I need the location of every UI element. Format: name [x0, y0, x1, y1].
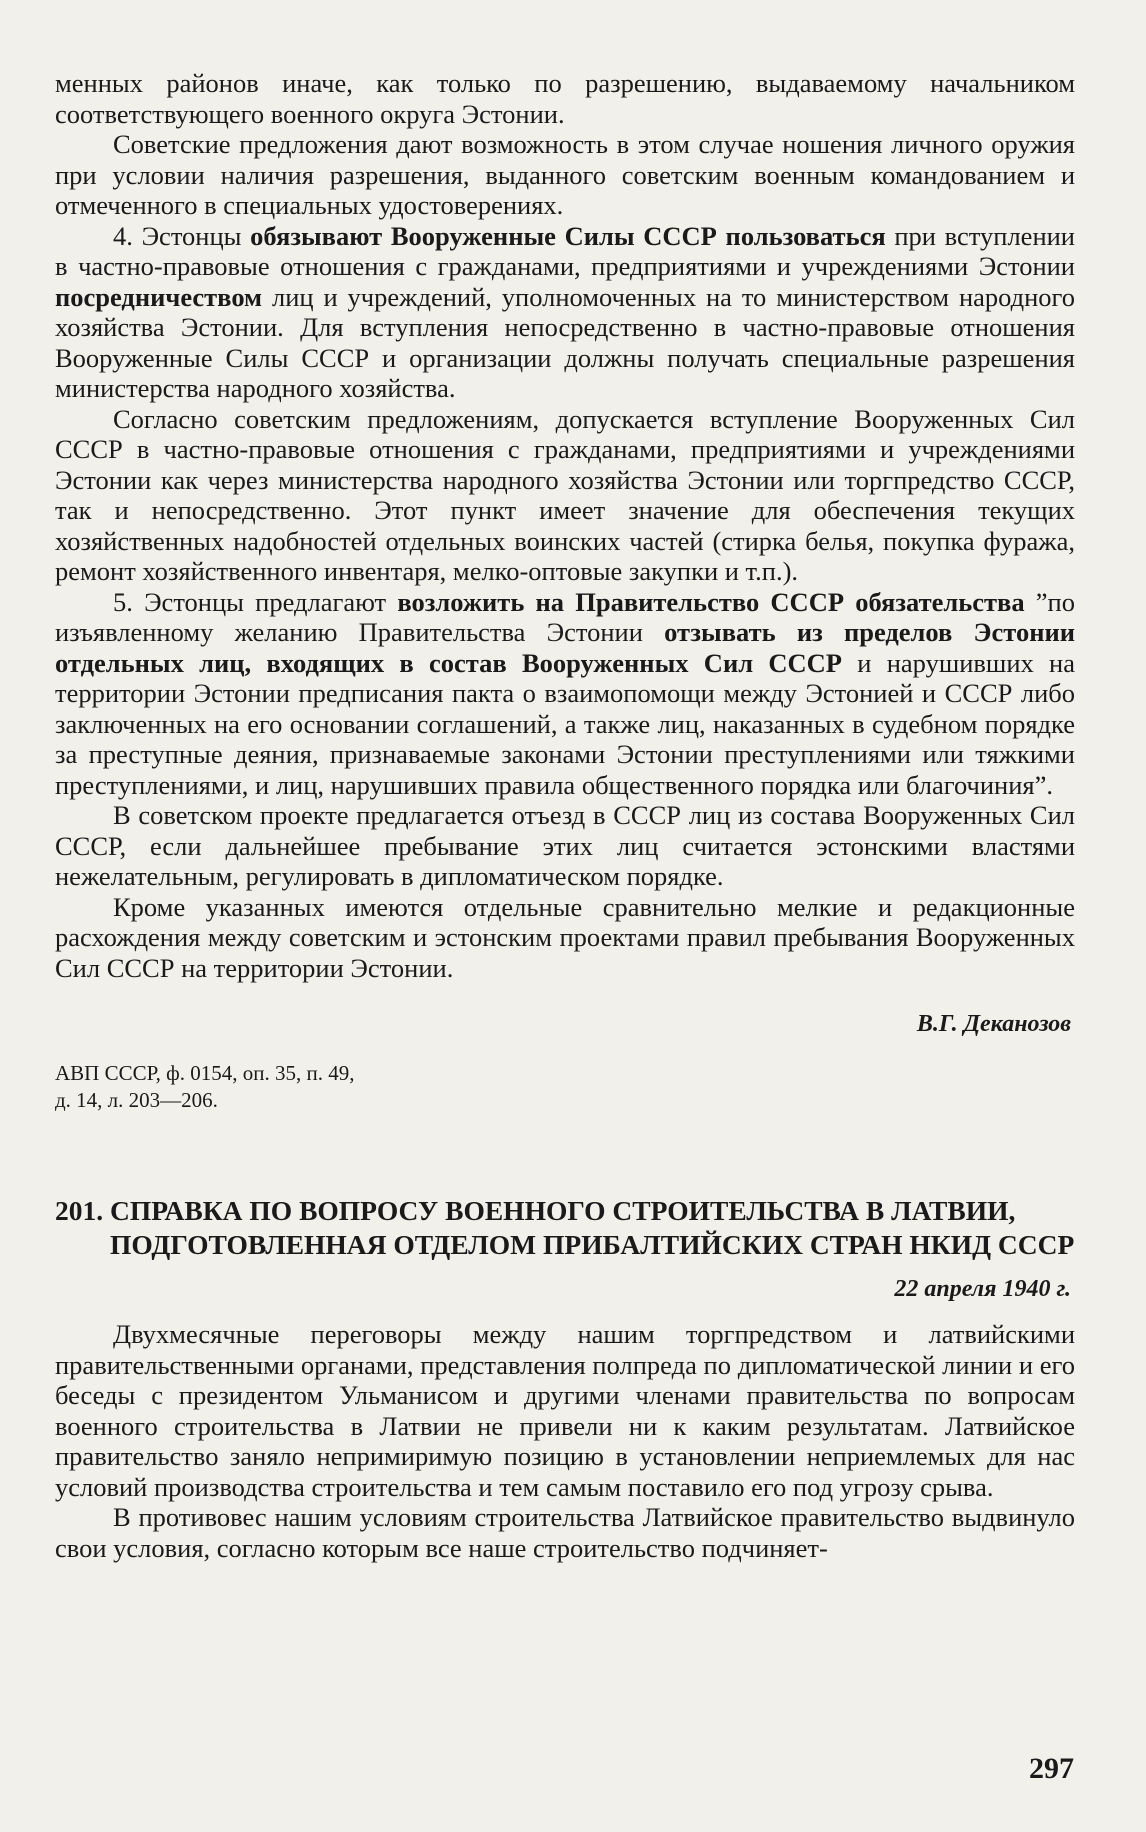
archive-source-line-2: д. 14, л. 203—206.	[55, 1088, 218, 1112]
paragraph-item-4-soviet: Согласно советским предложениям, допускается вступление Вооруженных Сил СССР в частно-правовые отношения с гражданами, предприятиями и учреждениями Эстонии как через министерства народного хозяйства Эстонии или торгпредство СССР, так и непосредственно. Этот пункт имеет значение для обеспечения текущих хозяйственных надобностей отдельных воинских частей (стирка белья, покупка фуража, ремонт хозяйственного инвентаря, мелко-оптовые закупки и т.п.).	[55, 403, 1075, 586]
paragraph-other-differences: Кроме указанных имеются отдельные сравнительно мелкие и редакционные расхождения между советским и эстонским проектами правил пребывания Вооруженных Сил СССР на территории Эстонии.	[55, 891, 1075, 983]
paragraph-negotiations: Двухмесячные переговоры между нашим торгпредством и латвийскими правительственными органами, представления полпреда по дипломатической линии и его беседы с президентом Ульманисом и другими членами правительства по вопросам военного строительства в Латвии не привели ни к каким результатам. Латвийское правительство заняло непримиримую позицию в установлении неприемлемых для нас условий производства строительства и тем самым поставило его под угрозу срыва.	[55, 1319, 1075, 1502]
paragraph-soviet-weapons: Советские предложения дают возможность в этом случае ношения личного оружия при условии наличия разрешения, выданного советским военным командованием и отмеченного в специальных удостоверениях.	[55, 129, 1075, 220]
paragraph-continuation: менных районов иначе, как только по разрешению, выдаваемому начальником соответствующего военного округа Эстонии.	[55, 68, 1075, 129]
document-title-line-1: 201. СПРАВКА ПО ВОПРОСУ ВОЕННОГО СТРОИТЕЛЬСТВА В ЛАТВИИ,	[55, 1195, 1016, 1226]
paragraph-item-5-soviet: В советском проекте предлагается отъезд в СССР лиц из состава Вооруженных Сил СССР, если дальнейшее пребывание этих лиц считается эстонскими властями нежелательным, регулировать в дипломатическом порядке.	[55, 800, 1075, 891]
document-title-line-2: ПОДГОТОВЛЕННАЯ ОТДЕЛОМ ПРИБАЛТИЙСКИХ СТРАН НКИД СССР	[110, 1229, 1075, 1260]
paragraph-item-5: 5. Эстонцы предлагают возложить на Правительство СССР обязательства ”по изъявленному желанию Правительства Эстонии отзывать из пределов Эстонии отдельных лиц, входящих в состав Вооруженных Сил СССР и нарушивших на территории Эстонии предписания пакта о взаимопомощи между Эстонией и СССР либо заключенных на его основании соглашений, а также лиц, наказанных в судебном порядке за преступные деяния, признаваемые законами Эстонии преступлениями или тяжкими преступлениями, и лиц, нарушивших правила общественного порядка или благочиния”.	[55, 586, 1076, 800]
archive-source-line-1: АВП СССР, ф. 0154, оп. 35, п. 49,	[55, 1061, 355, 1085]
page-number: 297	[1029, 1752, 1074, 1785]
paragraph-latvian-conditions: В противовес нашим условиям строительства Латвийское правительство выдвинуло свои условия, согласно которым все наше строительство подчиняет-	[55, 1502, 1075, 1563]
document-date: 22 апреля 1940 г.	[894, 1276, 1071, 1302]
archive-source	[55, 1060, 1075, 1114]
page-body	[55, 68, 1075, 1563]
paragraph-item-4: 4. Эстонцы обязывают Вооруженные Силы СССР пользоваться при вступлении в частно-правовые отношения с гражданами, предприятиями и учреждениями Эстонии посредничеством лиц и учреждений, уполномоченных на то министерством народного хозяйства Эстонии. Для вступления непосредственно в частно-правовые отношения Вооруженные Силы СССР и организации должны получать специальные разрешения министерства народного хозяйства.	[55, 220, 1075, 403]
document-title	[55, 1194, 1075, 1262]
signature: В.Г. Деканозов	[916, 1011, 1071, 1037]
